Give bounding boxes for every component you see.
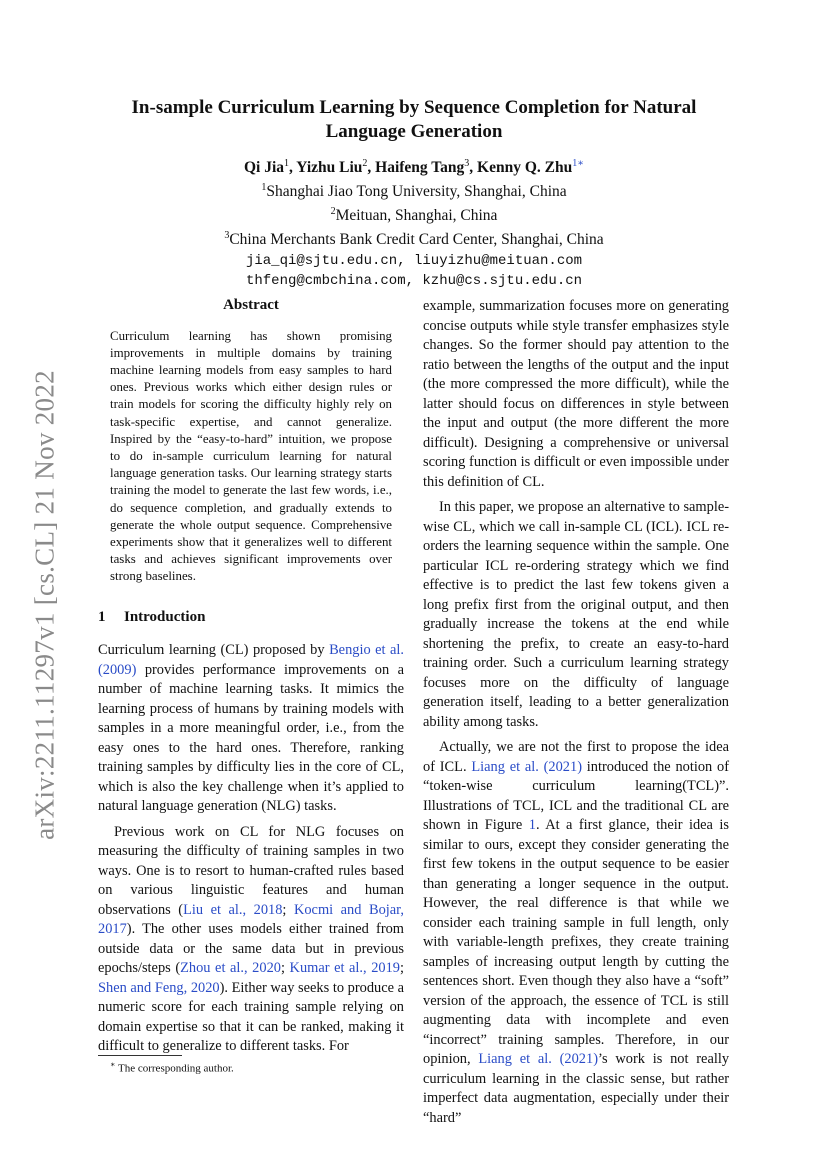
affiliation (96, 202, 732, 226)
text-run: Actually, we are not the first to propose the idea of ICL. (423, 739, 729, 775)
citation-link[interactable]: Zhou et al., 2020 (180, 960, 281, 977)
text-run: Curriculum learning (CL) proposed by (98, 642, 330, 659)
intro-paragraph-2 (98, 823, 404, 1057)
citation-link[interactable]: Shen and Feng, 2020 (98, 979, 220, 996)
author-name: Kenny Q. Zhu (477, 159, 573, 177)
footnote-mark: ∗ (110, 1060, 116, 1069)
author-separator: , (469, 159, 478, 177)
author-name: Haifeng Tang (375, 159, 465, 177)
intro-paragraph-1 (98, 641, 404, 817)
section-number: 1 (98, 608, 106, 625)
citation-link[interactable]: Liang et al. (2021) (471, 758, 582, 775)
text-run: ; (399, 960, 404, 977)
author-separator: , (367, 159, 376, 177)
affiliation-text: China Merchants Bank Credit Card Center, Shanghai, China (229, 231, 604, 249)
text-run: . At a first glance, their idea is similar to ours, except they consider generating the first few tokens in the output sequence to be easier than generating a longer sequence in the output. However, the real difference is that while we consider each training sample in full length, only with variable-length prefixes, they create training samples of increasing output length by cutting the sentences short. Even though they also have a “soft” version of the approach, the essence of TCL is still augmenting data with incomplete and even “incorrect” training samples. Therefore, in our opinion, (423, 817, 729, 1067)
email-line: thfeng@cmbchina.com, kzhu@cs.sjtu.edu.cn (245, 272, 583, 289)
abstract-heading: Abstract (223, 297, 279, 313)
text-run: ). Either way seeks to produce a numeric score for each training sample relying on domain expertise so that it can be ranked, making it difficult to generalize to different tasks. For (98, 979, 404, 1055)
author-name: Yizhu Liu (296, 159, 363, 177)
right-paragraph-3 (423, 738, 729, 1128)
affiliation-text: Shanghai Jiao Tong University, Shanghai, China (266, 183, 567, 201)
citation-link[interactable]: Liang et al. (2021) (478, 1051, 598, 1067)
footnote-text: The corresponding author. (118, 1062, 234, 1075)
citation-link[interactable]: Kocmi and Bojar, 2017 (98, 901, 404, 938)
text-run: Previous work on CL for NLG focuses on measuring the difficulty of training samples in two ways. One is to resort to human-crafted rules based on various linguistic features and human observations ( (98, 823, 404, 918)
author-mark[interactable]: 1∗ (572, 158, 585, 169)
affiliation-mark: 1 (261, 182, 267, 194)
left-column (98, 296, 404, 1057)
footnote-rule (98, 1055, 182, 1056)
email-line: jia_qi@sjtu.edu.cn, liuyizhu@meituan.com (245, 252, 583, 269)
author-separator: , (289, 159, 297, 177)
affiliation (96, 178, 732, 202)
paper-title: In-sample Curriculum Learning by Sequence Completion for Natural Language Generation (131, 97, 697, 142)
author-mark: 2 (362, 158, 368, 169)
figure-ref-link[interactable]: 1 (528, 817, 536, 833)
author-list (96, 154, 732, 178)
right-paragraph-2: In this paper, we propose an alternative to sample-wise CL, which we call in-sample CL (ICL). ICL re-orders the learning sequence within the sample. One particular ICL re-ordering strategy which we find effective is to predict the last few tokens given a long prefix first from the original output, and then gradually increase the tokens at the end while shortening the prefix, to create an easy-to-hard training order. Such a curriculum learning strategy focuses more on the difficulty of language generation itself, leading to a better generalization ability among tasks. (423, 499, 729, 730)
author-mark: 3 (464, 158, 470, 169)
text-run: ’s work is not really curriculum learning in the classic sense, but rather imperfect data augmentation, especially under their “hard” (423, 1051, 730, 1126)
affiliation (96, 226, 732, 250)
abstract-text: Curriculum learning has shown promising improvements in multiple domains by training machine learning models from easy samples to hard ones. Previous works which either design rules or train models for scoring the difficulty highly rely on task-specific expertise, and cannot generalize. Inspired by the “easy-to-hard” intuition, we propose to do in-sample curriculum learning for natural language generation tasks. Our learning strategy starts training the model to generate the last few words, i.e., do sequence completion, and gradually extends to generate the whole output sequence. Comprehensive experiments show that it generalizes well to different tasks and achieves significant improvements over strong baselines. (110, 328, 392, 584)
section-heading-introduction (98, 608, 404, 628)
arxiv-stamp-text: arXiv:2211.11297v1 [cs.CL] 21 Nov 2022 (29, 370, 60, 840)
affiliation-text: Meituan, Shanghai, China (335, 207, 498, 225)
right-paragraph-1: example, summarization focuses more on generating concise outputs while style transfer emphasizes style changes. So the former should pay attention to the ratio between the lengths of the output and the input (the more compressed the more difficult), while the latter should focus on differences in style between the input and output (the more different the more difficult). Designing a comprehensive or universal scoring function is difficult or even impossible under this definition of CL. (423, 298, 729, 490)
author-name: Qi Jia (243, 159, 285, 177)
text-run: provides performance improvements on a number of machine learning tasks. It mimics the learning process of humans by training models with samples in a more meaningful order, i.e., from the easy ones to the hard ones. Therefore, ranking training samples by difficulty lies in the core of CL, which is also the key challenge when it’s applied to natural language generation (NLG) tasks. (98, 661, 404, 815)
paper-header (96, 96, 732, 291)
citation-link[interactable]: Liu et al., 2018 (183, 901, 283, 918)
citation-link[interactable]: Bengio et al. (2009) (98, 642, 404, 678)
text-run: ; (280, 960, 290, 977)
affiliation-mark: 3 (224, 230, 230, 242)
text-run: ; (282, 901, 294, 918)
footnote (110, 1060, 234, 1075)
author-mark: 1 (284, 158, 290, 169)
text-run: ). The other uses models either trained from outside data or the same data but in previous epochs/steps ( (98, 921, 404, 977)
right-column (423, 297, 729, 1128)
section-title: Introduction (124, 608, 206, 625)
text-run: introduced the notion of “token-wise curriculum learning(TCL)”. Illustrations of TCL, ICL and the traditional CL are shown in Figure (423, 758, 730, 833)
affiliation-mark: 2 (330, 206, 336, 218)
citation-link[interactable]: Kumar et al., 2019 (289, 960, 400, 977)
arxiv-stamp (28, 360, 62, 850)
